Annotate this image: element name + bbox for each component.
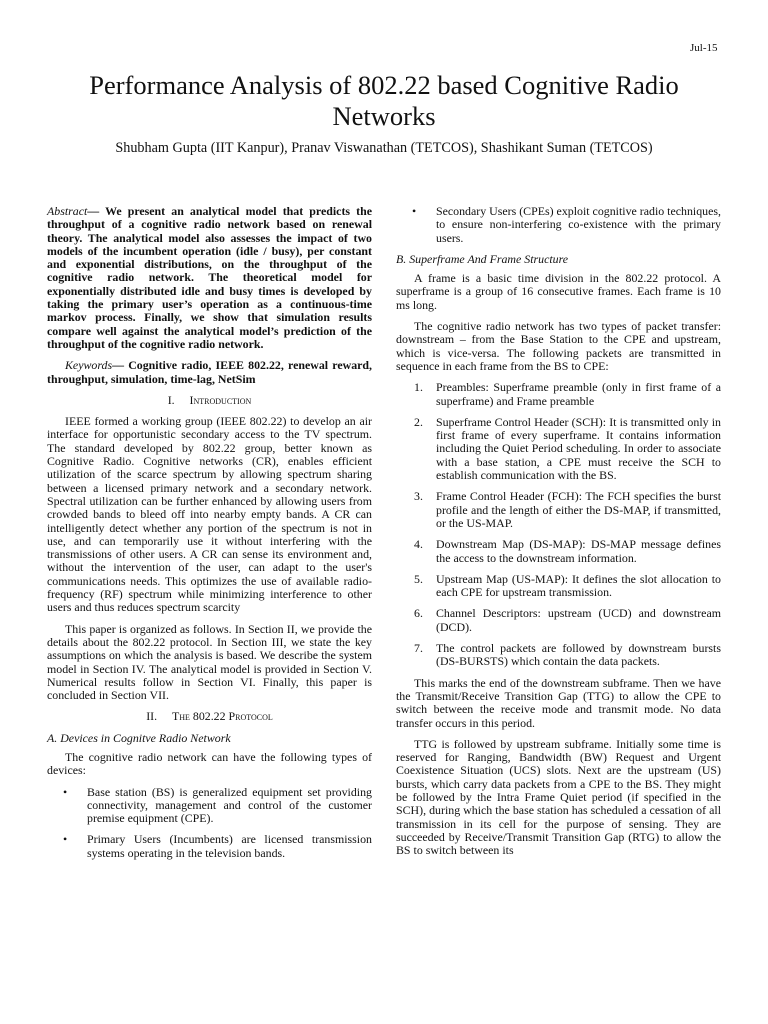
left-column bbox=[47, 205, 372, 868]
list-item: 2. Superframe Control Header (SCH): It is transmitted only in first frame of every superframe. It contains information including the Quiet Period scheduling. In order to associate with a base station, a CPE must receive the SCH to establish communication with the BS. bbox=[414, 414, 721, 483]
list-item: 4. Downstream Map (DS-MAP): DS-MAP message defines the access to the downstream information. bbox=[414, 537, 721, 565]
abstract-text: — We present an analytical model that predicts the throughput of a cognitive radio network based on renewal theory. The analytical model also assesses the impact of two models of the incumbent operation (idle / busy), per constant and exponential distributions, on the throughput of the cognitive radio network. The theoretical model for exponentially distributed idle and busy times is developed by taking the primary user’s operation as a continuous-time markov process. Finally, we show that simulation results compare well against the analytical model’s prediction of the throughput of the cognitive radio network. bbox=[47, 204, 372, 351]
intro-paragraph-2: This paper is organized as follows. In Section II, we provide the details about the 802.22 protocol. In Section III, we state the key assumptions on which the analysis is based. We describe the system model in Section IV. The analytical model is provided in Section V. Numerical results follow in Section VI. Finally, this paper is concluded in Section VII. bbox=[47, 621, 372, 703]
frame-paragraph-1: A frame is a basic time division in the 802.22 protocol. A superframe is a group of 16 consecutive frames. Each frame is 10 ms long. bbox=[396, 271, 721, 312]
paper-authors: Shubham Gupta (IIT Kanpur), Pranav Viswanathan (TETCOS), Shashikant Suman (TETCOS) bbox=[115, 140, 653, 156]
abstract bbox=[47, 205, 372, 351]
keywords bbox=[47, 359, 372, 386]
frame-paragraph-2: The cognitive radio network has two types of packet transfer: downstream – from the Base Station to the CPE and upstream, which is vice-versa. The following packets are transmitted in sequence in each frame from the BS to CPE: bbox=[396, 319, 721, 373]
list-item: 5. Upstream Map (US-MAP): It defines the slot allocation to each CPE for upstream transmission. bbox=[414, 571, 721, 600]
packet-list bbox=[396, 381, 721, 668]
list-item: 7. The control packets are followed by downstream bursts (DS-BURSTS) which contain the data packets. bbox=[414, 641, 721, 669]
bullet-icon: • bbox=[63, 832, 68, 847]
section-heading-protocol bbox=[47, 710, 372, 723]
intro-paragraph-1: IEEE formed a working group (IEEE 802.22) to develop an air interface for opportunistic secondary access to the TV spectrum. The standard developed by 802.22 group, better known as Cognitive Radio. Cognitive networks (CR), enables efficient utilization of the scarce spectrum by allowing spectrum sharing between a licensed primary network and a secondary network. Spectral utilization can be further enhanced by allowing users from crowded bands to bleed off into nearby empty bands. A CR can intelligently detect whether any portion of the spectrum is not in use, and can temporarily use it without interfering with the transmissions of other users. A CR can sense its environment and, without the intervention of the user, can adapt to the user's communications needs. This optimizes the use of available radio-frequency (RF) spectrum while minimizing interference to other users and thus reduces spectrum scarcity bbox=[47, 414, 372, 615]
list-item: • Primary Users (Incumbents) are licensed transmission systems operating in the television bands. bbox=[63, 832, 372, 860]
paper-title: Performance Analysis of 802.22 based Cognitive Radio Networks bbox=[89, 70, 679, 131]
frame-paragraph-4: TTG is followed by upstream subframe. Initially some time is reserved for Ranging, Bandwidth (BW) Request and Urgent Coexistence Situation (UCS) slots. Next are the upstream (US) bursts, which carry data packets from a CPE to the BS. They might be followed by the Intra Frame Quiet period (if specified in the SCH), during which the base station has scheduled a cessation of all transmission in its cell for the purpose of sensing. They are succeeded by Receive/Transmit Transition Gap (RTG) to allow the BS to switch between its bbox=[396, 736, 721, 858]
keywords-text: — Cognitive radio, IEEE 802.22, renewal reward, throughput, simulation, time-lag, NetSim bbox=[47, 358, 372, 386]
device-list-continued bbox=[396, 205, 721, 245]
bullet-icon: • bbox=[412, 204, 417, 218]
right-column bbox=[396, 205, 721, 865]
subsection-heading-devices: A. Devices in Cognitve Radio Network bbox=[47, 730, 231, 745]
section-heading-introduction bbox=[47, 394, 372, 407]
section-title: Introduction bbox=[189, 392, 252, 407]
bullet-icon: • bbox=[63, 784, 68, 799]
list-item: 1. Preambles: Superframe preamble (only in first frame of a superframe) and Frame preamble bbox=[414, 380, 721, 408]
devices-paragraph: The cognitive radio network can have the following types of devices: bbox=[47, 749, 372, 778]
keywords-label: Keywords bbox=[65, 358, 113, 373]
header-date: Jul-15 bbox=[690, 42, 718, 54]
section-title: The 802.22 Protocol bbox=[171, 709, 273, 724]
section-number: I. bbox=[167, 392, 175, 407]
device-list bbox=[47, 786, 372, 860]
section-number: II. bbox=[146, 709, 158, 724]
list-item: 6. Channel Descriptors: upstream (UCD) and downstream (DCD). bbox=[414, 606, 721, 634]
list-item: • Secondary Users (CPEs) exploit cognitive radio techniques, to ensure non-interfering co-existence with the primary users. bbox=[412, 204, 721, 245]
list-item: • Base station (BS) is generalized equipment set providing connectivity, management and control of the customer premise equipment (CPE). bbox=[63, 784, 372, 826]
list-item: 3. Frame Control Header (FCH): The FCH specifies the burst profile and the length of either the DS-MAP, if transmitted, or the US-MAP. bbox=[414, 489, 721, 530]
abstract-label: Abstract bbox=[47, 204, 88, 218]
subsection-heading-frame: B. Superframe And Frame Structure bbox=[396, 251, 569, 266]
frame-paragraph-3: This marks the end of the downstream subframe. Then we have the Transmit/Receive Transition Gap (TTG) to allow the CPE to switch between the receive mode and transmit mode. No data transfer occurs in this period. bbox=[396, 675, 721, 730]
